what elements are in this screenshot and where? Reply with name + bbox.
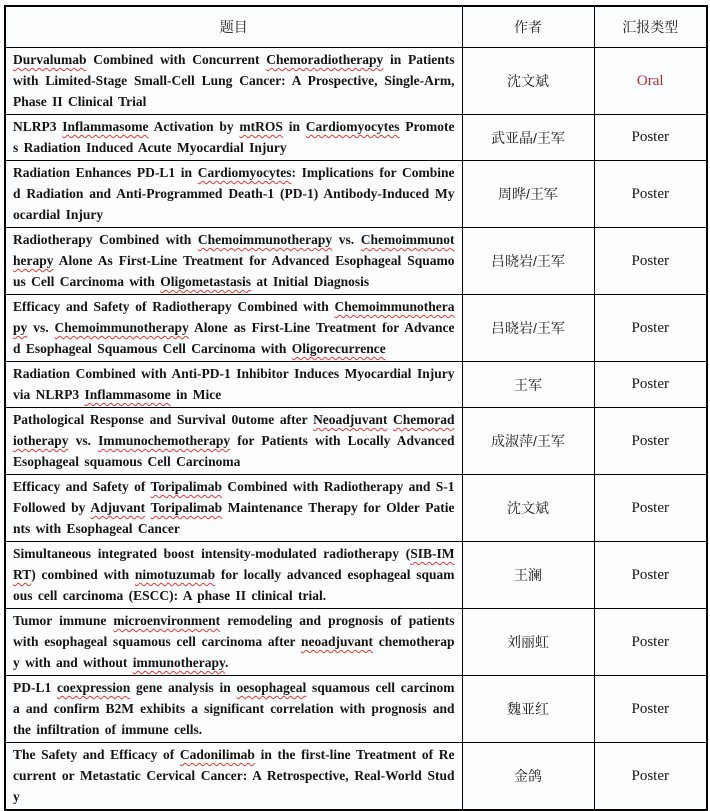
paper-title-cell: Simultaneous integrated boost intensity-modulated radiotherapy (SIB-IMRT) combined with nimotuzumab for locally advanced esophageal squamous cell carcinoma (ESCC): A phase II clinical trial.	[5, 542, 462, 609]
spellcheck-word: Adjuvant	[90, 500, 146, 515]
table-row	[5, 743, 707, 811]
spellcheck-word: Cardiomyocytes	[197, 165, 292, 180]
author-cell: 王澜	[462, 542, 594, 609]
table-row	[5, 475, 707, 542]
spellcheck-word: Inflammasome	[84, 387, 171, 402]
report-type-cell: Poster	[594, 676, 707, 743]
spellcheck-word: microenvironment	[113, 613, 221, 628]
spellcheck-word: Oligorecurrence	[291, 341, 386, 356]
spellcheck-word: Toripalimab	[150, 479, 223, 494]
table-row	[5, 542, 707, 609]
table-row	[5, 408, 707, 475]
table-row	[5, 676, 707, 743]
spellcheck-word: Chemoradiotherapy	[266, 52, 384, 67]
report-type-cell: Poster	[594, 475, 707, 542]
table-row	[5, 48, 707, 115]
author-cell: 吕晓岩/王军	[462, 295, 594, 362]
paper-title-cell: Durvalumab Combined with Concurrent Chemoradiotherapy in Patients with Limited-Stage Small-Cell Lung Cancer: A Prospective, Single-Arm, Phase II Clinical Trial	[5, 48, 462, 115]
spellcheck-word: Immunochemotherapy	[98, 433, 231, 448]
table-row	[5, 161, 707, 228]
column-header-report-type: 汇报类型	[594, 6, 707, 48]
spellcheck-word: coexpression	[57, 680, 131, 695]
document-page	[4, 5, 708, 811]
spellcheck-word: immunotherapy	[132, 655, 226, 670]
table-row	[5, 295, 707, 362]
table-body	[5, 48, 707, 811]
table-row	[5, 115, 707, 161]
presentation-schedule-table	[4, 5, 708, 811]
paper-title-cell: NLRP3 Inflammasome Activation by mtROS in Cardiomyocytes Promotes Radiation Induced Acute Myocardial Injury	[5, 115, 462, 161]
report-type-cell: Poster	[594, 228, 707, 295]
report-type-cell: Poster	[594, 295, 707, 362]
paper-title-cell: Radiotherapy Combined with Chemoimmunotherapy vs. Chemoimmunotherapy Alone As First-Line Treatment for Advanced Esophageal Squamous Cell Carcinoma with Oligometastasis at Initial Diagnosis	[5, 228, 462, 295]
header-row	[5, 6, 707, 48]
spellcheck-word: Neoadjuvant	[313, 412, 388, 427]
spellcheck-word: neoadjuvant	[301, 634, 374, 649]
author-cell: 周晔/王军	[462, 161, 594, 228]
paper-title-cell: Tumor immune microenvironment remodeling and prognosis of patients with esophageal squamous cell carcinoma after neoadjuvant chemotherapy with and without immunotherapy.	[5, 609, 462, 676]
report-type-cell: Poster	[594, 609, 707, 676]
spellcheck-word: nimotuzumab	[134, 567, 216, 582]
author-cell: 武亚晶/王军	[462, 115, 594, 161]
author-cell: 金鸽	[462, 743, 594, 811]
spellcheck-word: Cadonilimab	[179, 747, 255, 762]
paper-title-cell: PD-L1 coexpression gene analysis in oesophageal squamous cell carcinoma and confirm B2M exhibits a significant correlation with prognosis and the infiltration of immune cells.	[5, 676, 462, 743]
spellcheck-word: Cardiomyocytes	[305, 119, 400, 134]
paper-title-cell: Pathological Response and Survival 0utome after Neoadjuvant Chemoradiotherapy vs. Immunochemotherapy for Patients with Locally Advanced Esophageal squamous Cell Carcinoma	[5, 408, 462, 475]
spellcheck-word: Chemoimmunotherapy	[13, 232, 455, 268]
report-type-cell: Poster	[594, 743, 707, 811]
spellcheck-word: mtROS	[239, 119, 283, 134]
column-header-author: 作者	[462, 6, 594, 48]
spellcheck-word: Chemoimmunotherapy	[54, 320, 189, 335]
paper-title-cell: The Safety and Efficacy of Cadonilimab in the first-line Treatment of Recurrent or Metastatic Cervical Cancer: A Retrospective, Real-World Study	[5, 743, 462, 811]
spellcheck-word: Chemoradiotherapy	[13, 412, 455, 448]
report-type-cell: Oral	[594, 48, 707, 115]
report-type-cell: Poster	[594, 542, 707, 609]
table-row	[5, 362, 707, 408]
report-type-cell: Poster	[594, 161, 707, 228]
spellcheck-word: Oligometastasis	[160, 274, 252, 289]
report-type-cell: Poster	[594, 408, 707, 475]
spellcheck-word: Toripalimab	[150, 500, 223, 515]
column-header-title: 题目	[5, 6, 462, 48]
paper-title-cell: Radiation Enhances PD-L1 in Cardiomyocytes: Implications for Combined Radiation and Anti-Programmed Death-1 (PD-1) Antibody-Induced Myocardial Injury	[5, 161, 462, 228]
spellcheck-word: SIB-IMRT	[13, 546, 455, 582]
author-cell: 刘丽虹	[462, 609, 594, 676]
paper-title-cell: Radiation Combined with Anti-PD-1 Inhibitor Induces Myocardial Injury via NLRP3 Inflammasome in Mice	[5, 362, 462, 408]
spellcheck-word: Chemoimmunotherapy	[13, 299, 455, 335]
report-type-cell: Poster	[594, 115, 707, 161]
author-cell: 王军	[462, 362, 594, 408]
spellcheck-word: Chemoimmunotherapy	[197, 232, 333, 247]
author-cell: 沈文斌	[462, 475, 594, 542]
author-cell: 沈文斌	[462, 48, 594, 115]
spellcheck-word: Durvalumab	[13, 52, 87, 67]
author-cell: 成淑萍/王军	[462, 408, 594, 475]
paper-title-cell: Efficacy and Safety of Toripalimab Combined with Radiotherapy and S-1 Followed by Adjuvant Toripalimab Maintenance Therapy for Older Patients with Esophageal Cancer	[5, 475, 462, 542]
author-cell: 魏亚红	[462, 676, 594, 743]
table-row	[5, 228, 707, 295]
paper-title-cell: Efficacy and Safety of Radiotherapy Combined with Chemoimmunotherapy vs. Chemoimmunotherapy Alone as First-Line Treatment for Advanced Esophageal Squamous Cell Carcinoma with Oligorecurrence	[5, 295, 462, 362]
spellcheck-word: oesophageal	[236, 680, 307, 695]
table-row	[5, 609, 707, 676]
spellcheck-word: Inflammasome	[62, 119, 149, 134]
report-type-cell: Poster	[594, 362, 707, 408]
author-cell: 吕晓岩/王军	[462, 228, 594, 295]
